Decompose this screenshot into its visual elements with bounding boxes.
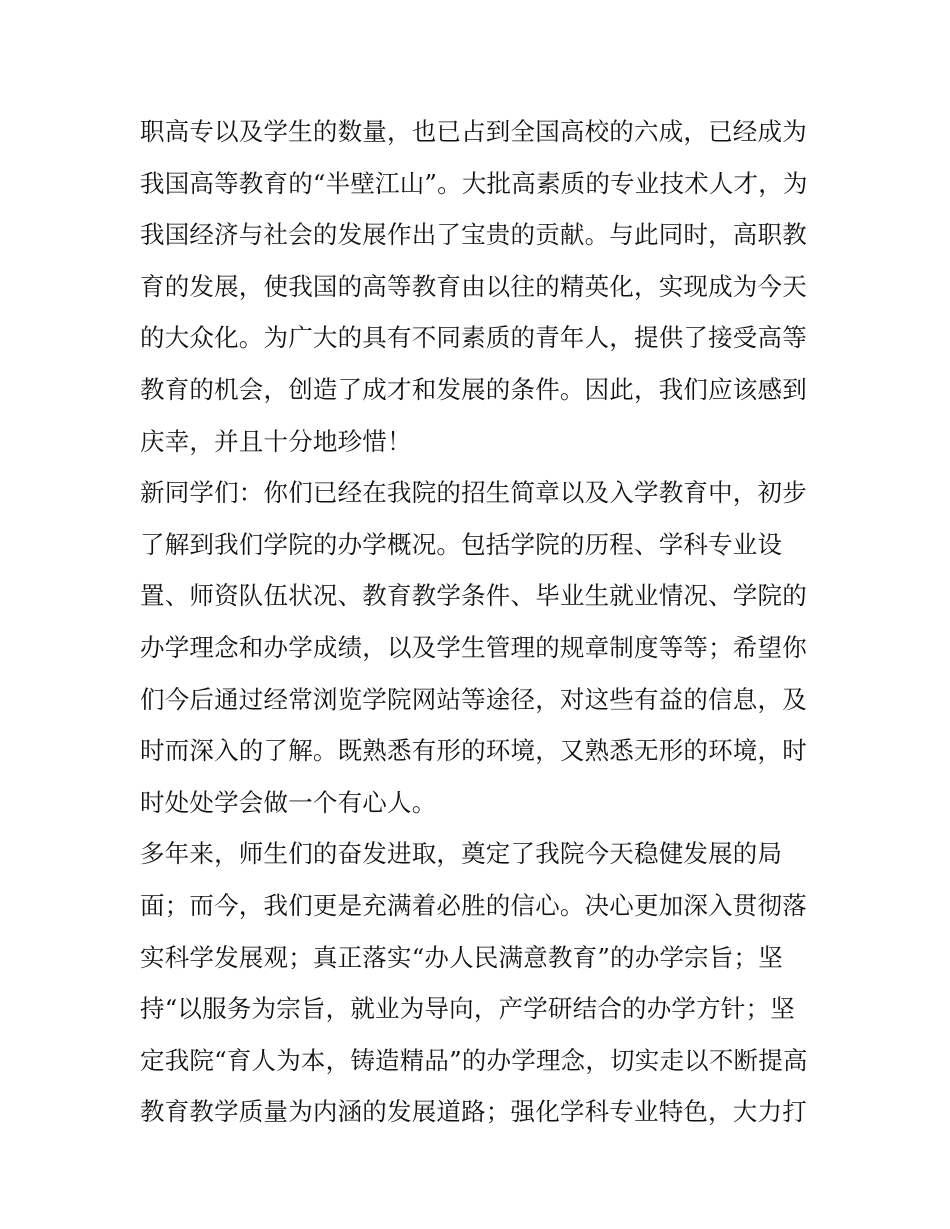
text-line: 的大众化。为广大的具有不同素质的青年人，提供了接受高等: [140, 323, 807, 353]
text-line: 教育教学质量为内涵的发展道路；强化学科专业特色，大力打: [140, 1097, 807, 1127]
text-line: 多年来，师生们的奋发进取，奠定了我院今天稳健发展的局: [140, 839, 783, 869]
text-line: 办学理念和办学成绩，以及学生管理的规章制度等等；希望你: [140, 632, 807, 662]
text-line: 教育的机会，创造了成才和发展的条件。因此，我们应该感到: [140, 374, 807, 404]
text-line: 们今后通过经常浏览学院网站等途径，对这些有益的信息，及: [140, 684, 807, 714]
text-line: 时而深入的了解。既熟悉有形的环境，又熟悉无形的环境，时: [140, 736, 807, 766]
text-line: 育的发展，使我国的高等教育由以往的精英化，实现成为今天: [140, 271, 807, 301]
text-line: 新同学们：你们已经在我院的招生简章以及入学教育中，初步: [140, 478, 807, 508]
text-line: 我国高等教育的“半壁江山”。大批高素质的专业技术人才，为: [140, 168, 808, 198]
text-line: 置、师资队伍状况、教育教学条件、毕业生就业情况、学院的: [140, 581, 807, 611]
text-line: 了解到我们学院的办学概况。包括学院的历程、学科专业设: [140, 529, 783, 559]
text-line: 实科学发展观；真正落实“办人民满意教育”的办学宗旨；坚: [140, 942, 783, 972]
text-line: 庆幸，并且十分地珍惜！: [140, 426, 412, 456]
text-line: 持“以服务为宗旨，就业为导向，产学研结合的办学方针；坚: [140, 994, 795, 1024]
text-line: 我国经济与社会的发展作出了宝贵的贡献。与此同时，高职教: [140, 220, 807, 250]
text-line: 职高专以及学生的数量，也已占到全国高校的六成，已经成为: [140, 117, 807, 146]
text-line: 定我院“育人为本，铸造精品”的办学理念，切实走以不断提高: [140, 1045, 808, 1075]
text-line: 时处处学会做一个有心人。: [140, 787, 437, 817]
text-line: 面；而今，我们更是充满着必胜的信心。决心更加深入贯彻落: [140, 890, 807, 920]
body-text: [140, 106, 820, 1138]
